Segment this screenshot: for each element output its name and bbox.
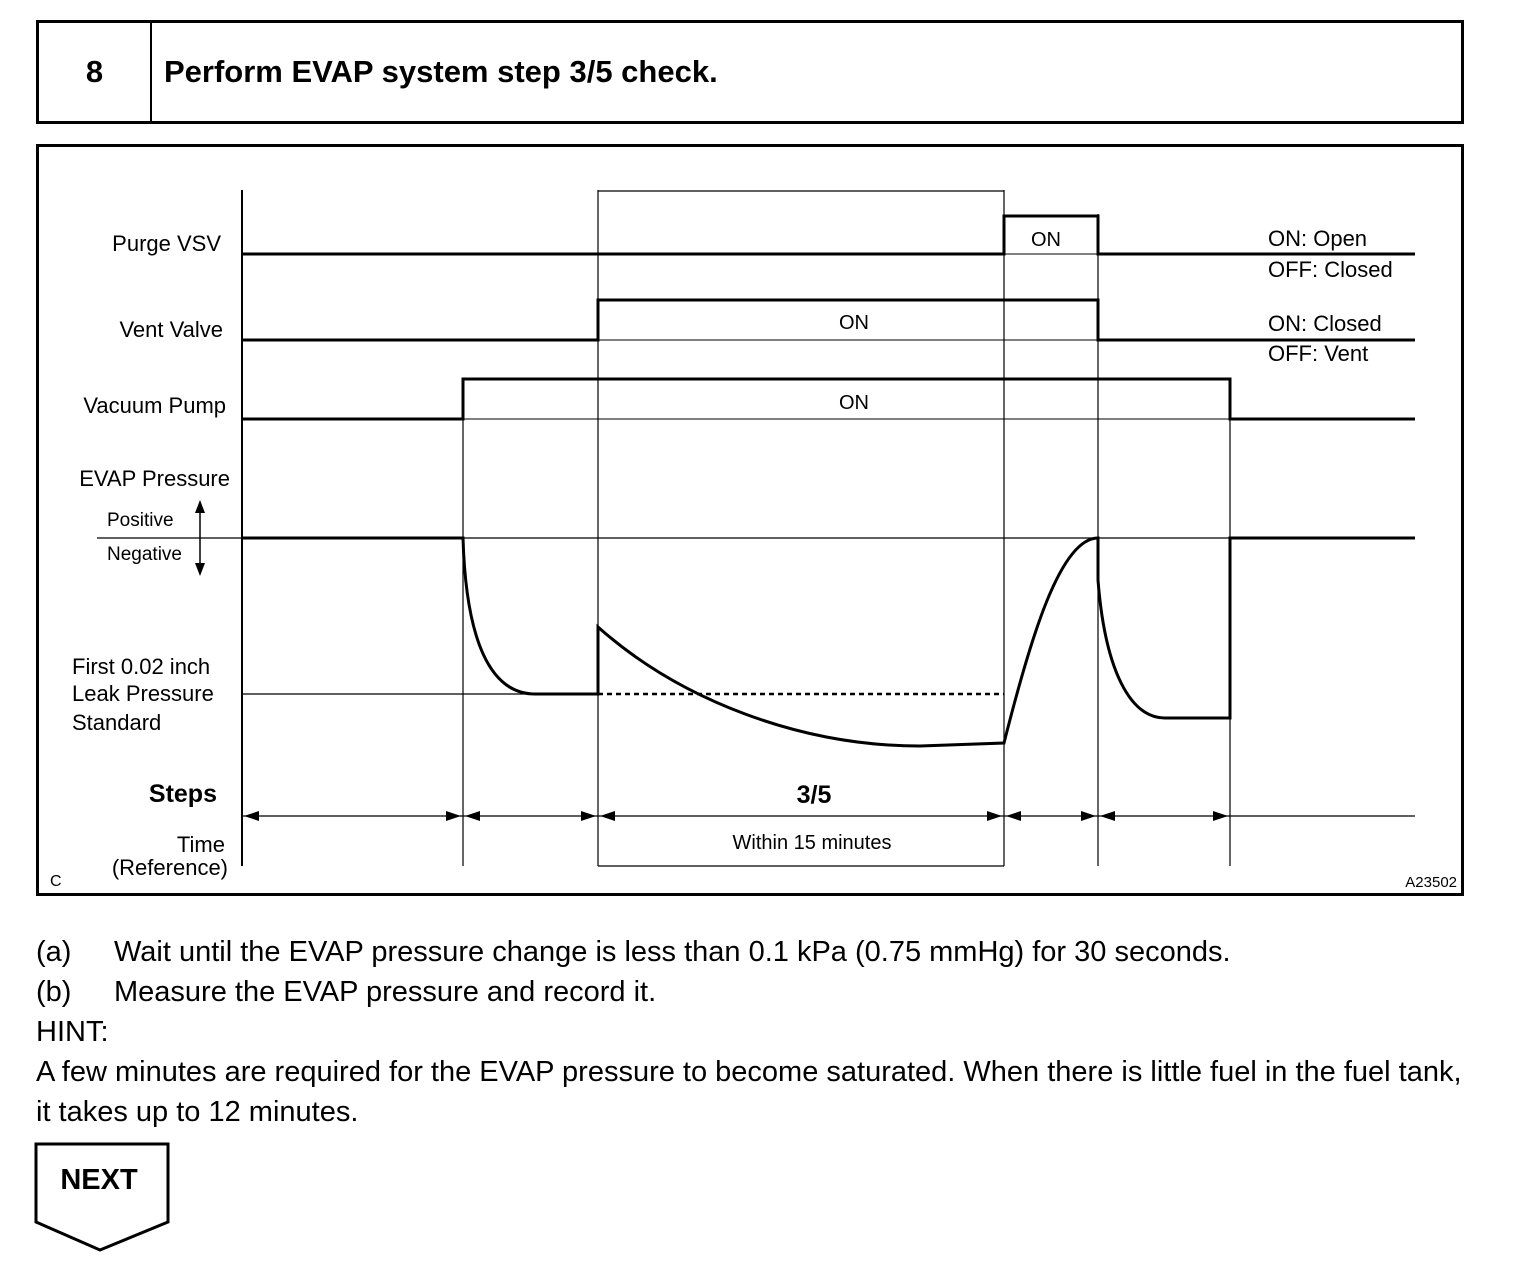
arrow-left-icon [600,811,615,821]
label-time: Time [176,832,225,857]
vent-valve-signal [242,300,1415,340]
arrow-right-icon [1213,811,1228,821]
label-vent-valve: Vent Valve [119,317,223,342]
timing-diagram [36,144,1464,896]
instruction-a [36,932,1476,972]
step-number: 8 [39,23,152,121]
label-positive: Positive [107,510,174,531]
instruction-a-mark: (a) [36,936,72,968]
legend-vent-off: OFF: Vent [1268,341,1369,366]
label-reference: (Reference) [111,855,228,880]
vent-on-label: ON [839,312,869,334]
next-button-label: NEXT [60,1164,138,1196]
label-negative: Negative [107,544,182,565]
label-leak-standard-2: Leak Pressure [72,681,214,706]
instruction-b-text: Measure the EVAP pressure and record it. [114,976,657,1008]
hint-text: A few minutes are required for the EVAP pressure to become saturated. When there is little fuel in the fuel tank, it takes up to 12 minutes. [36,1056,1462,1128]
arrow-down-icon [195,563,205,576]
step-title: Perform EVAP system step 3/5 check. [164,54,718,89]
arrow-right-icon [581,811,596,821]
purge-vsv-signal [242,216,1415,254]
arrow-left-icon [244,811,259,821]
corner-letter: C [50,873,62,890]
figure-id: A23502 [1405,874,1457,891]
instruction-b-mark: (b) [36,976,72,1008]
legend-purge-off: OFF: Closed [1268,257,1393,282]
step-header [36,20,1464,124]
pump-on-label: ON [839,392,869,414]
arrow-right-icon [446,811,461,821]
timing-diagram-svg [36,144,1464,896]
label-leak-standard-3: Standard [72,710,162,735]
arrow-left-icon [465,811,480,821]
arrow-left-icon [1006,811,1021,821]
arrow-up-icon [195,500,205,513]
arrow-right-icon [1081,811,1096,821]
label-purge-vsv: Purge VSV [112,231,221,256]
instruction-b [36,972,1476,1012]
next-button[interactable] [34,1142,172,1254]
label-leak-standard-1: First 0.02 inch [72,654,211,679]
instruction-a-text: Wait until the EVAP pressure change is less than 0.1 kPa (0.75 mmHg) for 30 seconds. [114,936,1231,968]
evap-pressure-curve [242,538,1415,746]
next-button-shape [34,1142,172,1254]
label-vacuum-pump: Vacuum Pump [83,393,226,418]
instructions [36,932,1476,1132]
arrow-right-icon [987,811,1002,821]
legend-vent-on: ON: Closed [1268,311,1382,336]
step-3-5-label: 3/5 [796,781,832,809]
vacuum-pump-signal [242,379,1415,419]
hint-label: HINT: [36,1016,109,1048]
arrow-left-icon [1100,811,1115,821]
label-steps: Steps [148,780,217,808]
purge-on-label: ON [1031,229,1061,251]
label-evap-pressure: EVAP Pressure [79,466,230,491]
time-note-label: Within 15 minutes [732,832,892,854]
legend-purge-on: ON: Open [1268,226,1368,251]
